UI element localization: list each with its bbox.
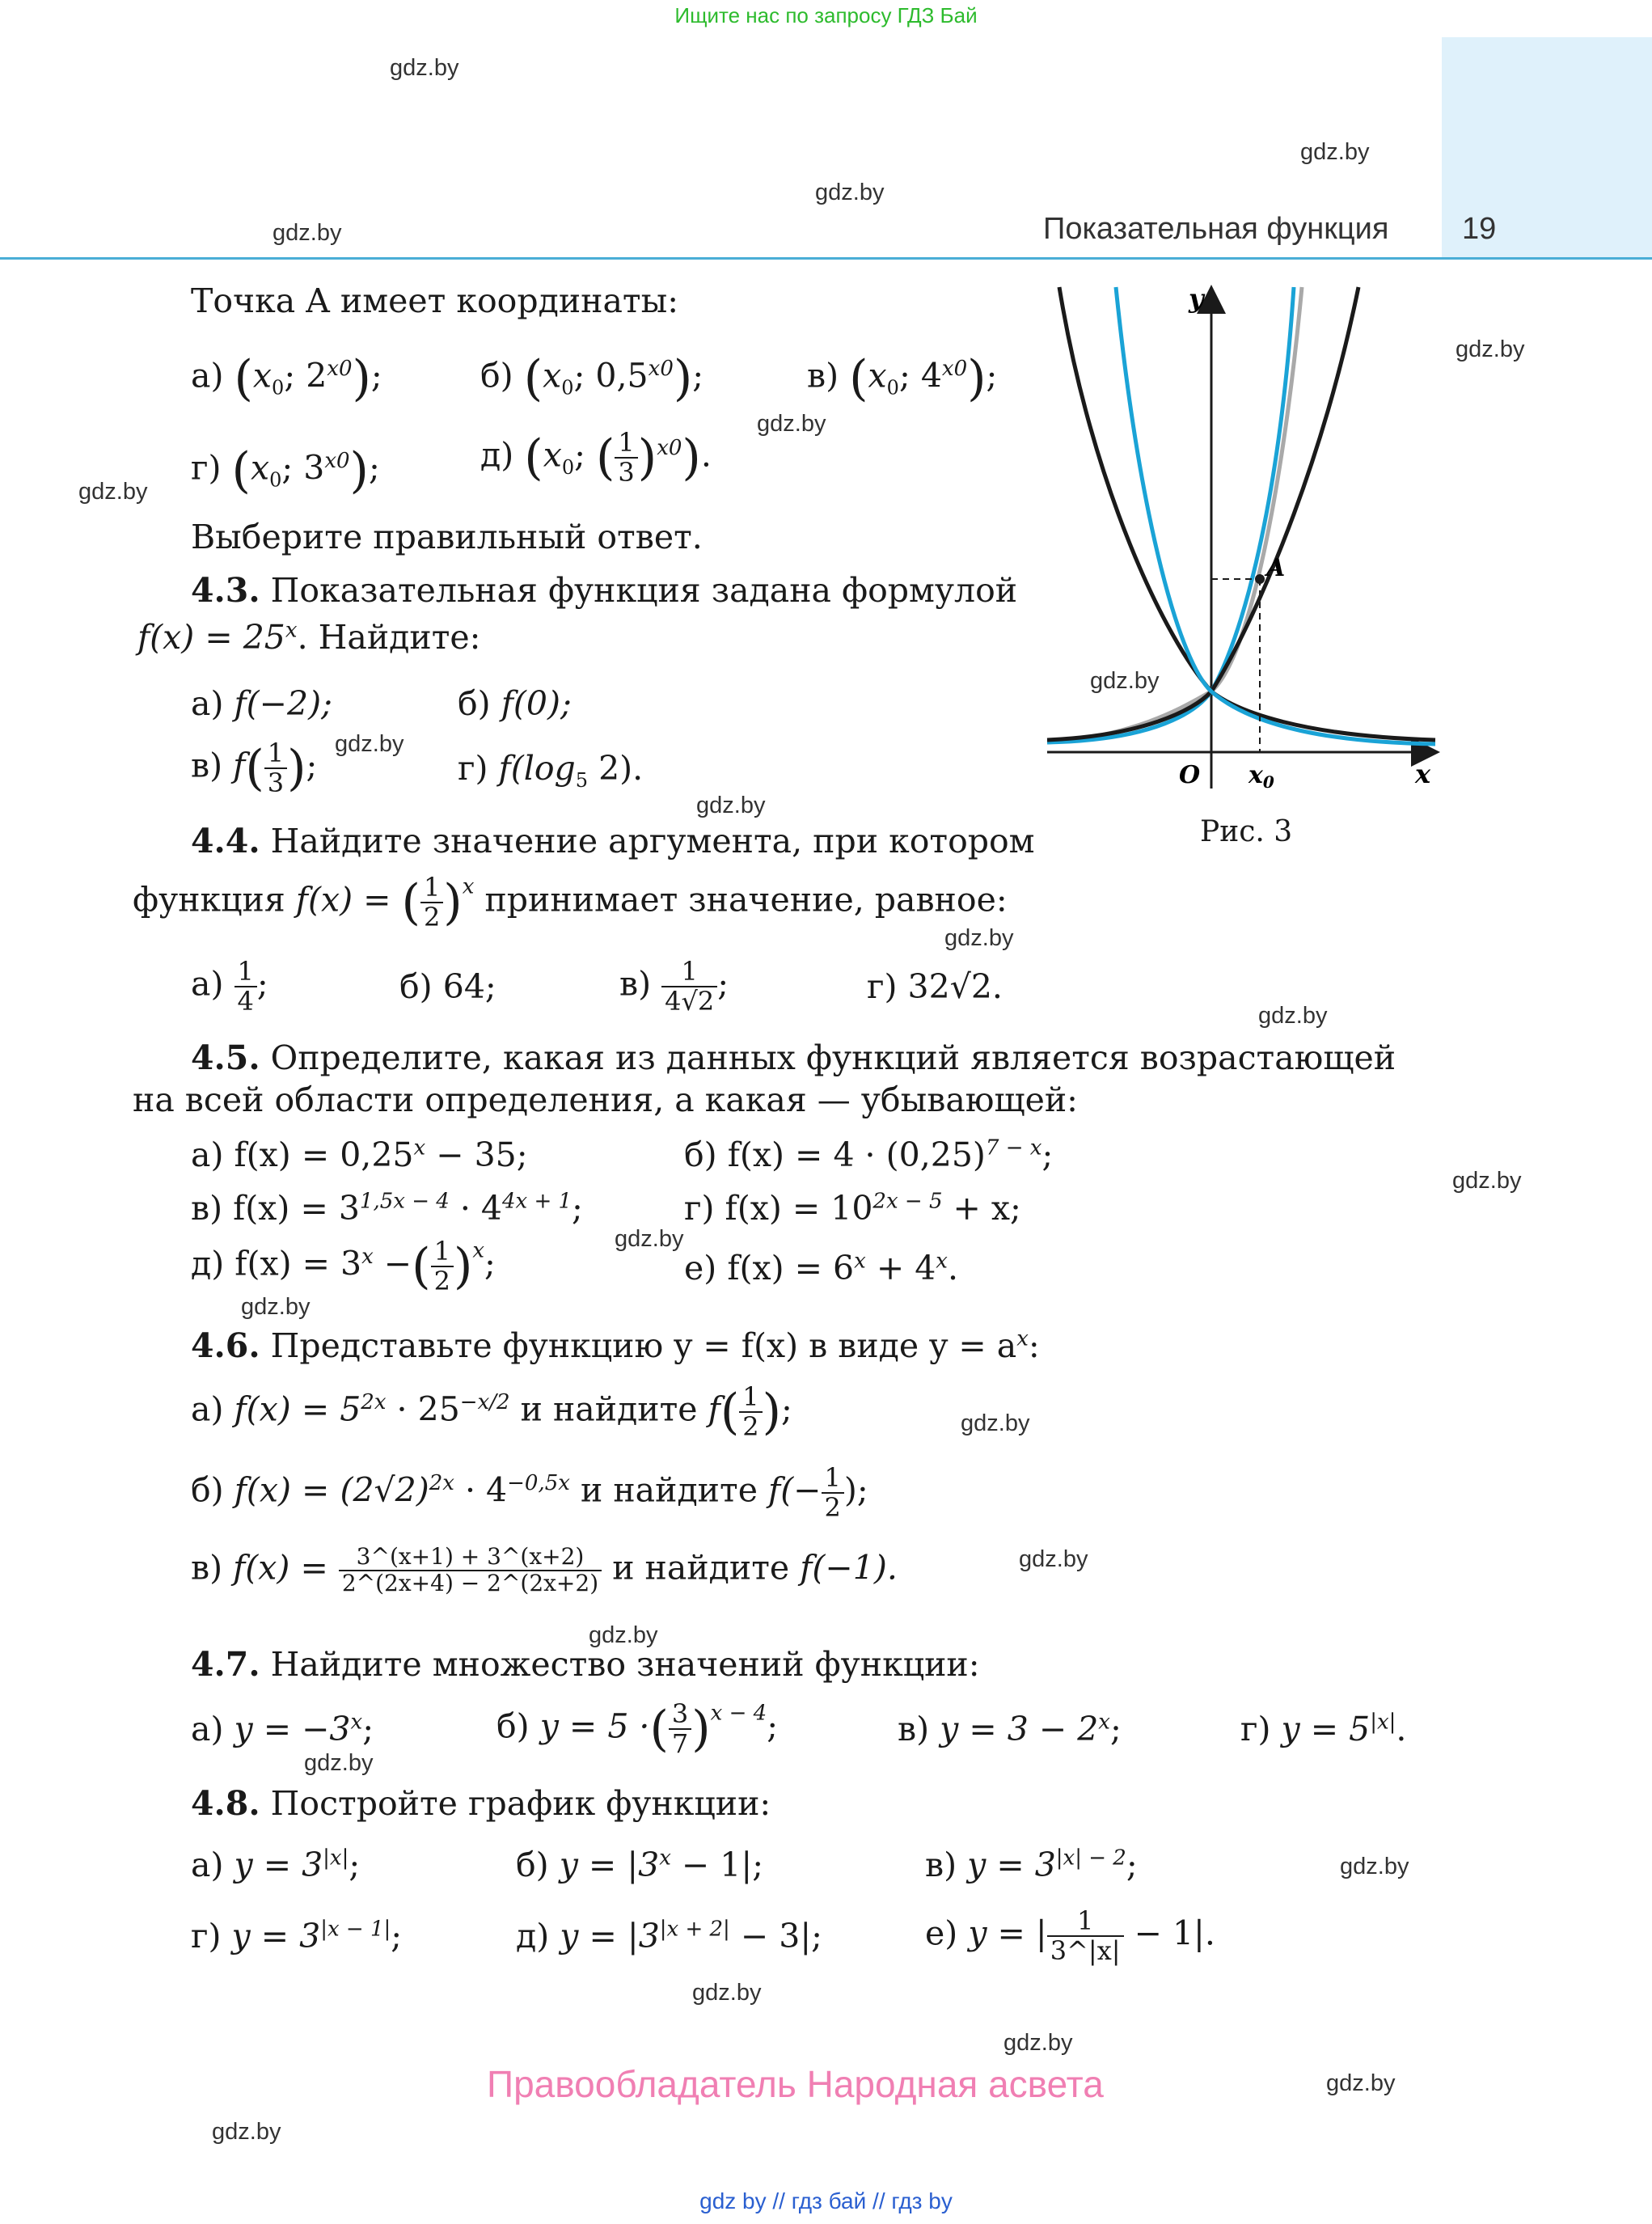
origin-label: O	[1179, 761, 1201, 789]
intro-option-v: в) ($x_0$; $4^{x0}$);	[807, 350, 998, 407]
point-a	[1255, 574, 1265, 584]
watermark: gdz.by	[1003, 2030, 1073, 2056]
curve-base-4-black	[1047, 287, 1358, 740]
problem-4-3-b: б) f(0);	[458, 684, 572, 723]
watermark: gdz.by	[696, 793, 766, 818]
intro-option-g: г) ($x_0$; $3^{x0}$);	[191, 442, 380, 499]
problem-4-8-b: б) $y = |3^x - 1|$;	[516, 1846, 764, 1884]
watermark: gdz.by	[390, 55, 459, 81]
problem-4-5-line2: на всей области определения, а какая — убывающей:	[133, 1080, 1078, 1119]
watermark: gdz.by	[1340, 1854, 1409, 1879]
problem-4-7-heading: 4.7. Найдите множество значений функции:	[191, 1645, 980, 1684]
watermark: gdz.by	[944, 925, 1014, 951]
watermark: gdz.by	[304, 1750, 374, 1776]
watermark: gdz.by	[757, 411, 826, 437]
problem-4-5-g: г) $f(x) = 10^{2x - 5} + x$;	[684, 1189, 1021, 1228]
problem-4-5-b: б) $f(x) = 4 \cdot (0,25)^{7 - x}$;	[684, 1135, 1054, 1174]
problem-4-6-v: в) f(x) = $\frac{3\^{}(x+1) + 3\^{}(x+2)}{2\^{}(2x+4) - 2\^{}(2x+2)}$ и найдите f(−1).	[191, 1543, 898, 1596]
watermark: gdz.by	[1258, 1003, 1328, 1029]
problem-4-3-v: в) f( $\frac{1}{3}$ );	[191, 738, 318, 799]
problem-4-4-v: в) $\frac{1}{4√2}$ ;	[619, 956, 729, 1017]
problem-4-8-e: е) y = | $\frac{1}{3\^{}|x|}$ − 1|.	[925, 1905, 1215, 1967]
intro-choose: Выберите правильный ответ.	[191, 518, 703, 556]
x-axis-label: x	[1415, 759, 1431, 789]
problem-4-8-a: а) $y = 3^{|x|}$;	[191, 1846, 361, 1884]
problem-4-4-a: а) $\frac{1}{4}$ ;	[191, 956, 268, 1017]
watermark: gdz.by	[212, 2119, 281, 2145]
problem-4-5-heading: 4.5. Определите, какая из данных функций является возрастающей	[191, 1038, 1396, 1077]
intro-line: Точка A имеет координаты:	[191, 281, 679, 320]
problem-4-5-d: д) $f(x) = 3^x$ −( $\frac{1}{2}$ )$^x$;	[191, 1236, 496, 1297]
page-number: 19	[1462, 212, 1497, 246]
y-axis-label: y	[1189, 283, 1204, 314]
watermark: gdz.by	[273, 220, 342, 246]
running-title: Показательная функция	[1043, 212, 1389, 246]
problem-4-7-b: б) y = 5 ·( $\frac{3}{7}$ )$^{x - 4}$;	[496, 1698, 779, 1760]
problem-4-8-heading: 4.8. Постройте график функции:	[191, 1784, 771, 1823]
intro-option-b: б) ($x_0$; $0,5^{x0}$);	[480, 350, 704, 407]
header-rule	[0, 257, 1652, 260]
figure-caption: Рис. 3	[1200, 815, 1293, 848]
intro-option-d: д) ($x_0$; ( $\frac{1}{3}$ )$^{x0}$).	[480, 427, 712, 488]
problem-4-5-a: а) $f(x) = 0,25^x - 35$;	[191, 1135, 528, 1174]
problem-4-8-v: в) $y = 3^{|x| - 2}$;	[925, 1846, 1138, 1884]
problem-4-6-a: а) $f(x) = 5^{2x} \cdot 25^{-x/2}$ и найдите f( $\frac{1}{2}$ );	[191, 1381, 792, 1443]
watermark: gdz.by	[335, 731, 404, 757]
problem-4-3-formula: $f(x) = 25^x$. Найдите:	[137, 618, 481, 657]
copyright-notice: Правообладатель Народная асвета	[487, 2063, 1104, 2105]
point-a-label: A	[1266, 554, 1286, 582]
problem-4-7-a: а) $y = -3^x$;	[191, 1710, 374, 1748]
curve-base-0.5-black	[1059, 287, 1435, 740]
problem-4-6-heading: 4.6. Представьте функцию y = f(x) в виде $y = a^x$:	[191, 1326, 1040, 1365]
watermark: gdz.by	[241, 1294, 311, 1320]
curve-base-1-3-blue	[1116, 287, 1435, 744]
problem-4-8-d: д) $y = |3^{|x + 2|} - 3|$;	[516, 1917, 822, 1956]
watermark: gdz.by	[615, 1226, 684, 1252]
problem-4-3-a: а) f(−2);	[191, 684, 332, 723]
watermark: gdz.by	[589, 1622, 658, 1648]
problem-4-7-g: г) $y = 5^{|x|}$.	[1240, 1710, 1407, 1748]
x0-label: $x_0$	[1249, 761, 1274, 792]
problem-4-3-g: г) $f(\log_5$ 2).	[458, 749, 644, 793]
bottom-links[interactable]: gdz by // гдз бай // гдз by	[699, 2188, 953, 2213]
watermark: gdz.by	[1452, 1168, 1522, 1194]
watermark: gdz.by	[1456, 336, 1525, 362]
problem-4-4-function: функция f(x) = ( $\frac{1}{2}$ )$^x$ принимает значение, равное:	[133, 872, 1008, 933]
problem-4-4-b: б) 64;	[399, 967, 496, 1006]
problem-4-8-g: г) $y = 3^{|x - 1|}$;	[191, 1917, 403, 1956]
watermark: gdz.by	[1019, 1546, 1088, 1572]
watermark: gdz.by	[1326, 2070, 1396, 2096]
watermark: gdz.by	[961, 1410, 1030, 1436]
watermark: gdz.by	[692, 1980, 762, 2006]
top-banner: Ищите нас по запросу ГДЗ Бай	[674, 3, 978, 27]
watermark: gdz.by	[815, 180, 885, 205]
intro-option-a: а) ($x_0$; $2^{x0}$);	[191, 350, 382, 407]
problem-4-4-g: г) 32√2.	[867, 967, 1003, 1006]
problem-4-6-b: б) $f(x) = (2√2)^{2x} \cdot 4^{-0,5x}$ и найдите f(− $\frac{1}{2}$ );	[191, 1462, 868, 1524]
problem-4-7-v: в) $y = 3 - 2^x$;	[898, 1710, 1122, 1748]
watermark: gdz.by	[1090, 668, 1160, 694]
curve-base-3-blue	[1047, 287, 1294, 742]
curve-base-2-gray	[1047, 287, 1302, 742]
problem-4-5-v: в) $f(x) = 3^{1,5x - 4} \cdot 4^{4x + 1}$;	[191, 1189, 583, 1228]
problem-4-4-heading: 4.4. Найдите значение аргумента, при котором	[191, 822, 1035, 860]
watermark: gdz.by	[78, 479, 148, 505]
problem-4-5-e: е) $f(x) = 6^x + 4^x$.	[684, 1249, 959, 1287]
watermark: gdz.by	[1300, 139, 1370, 165]
exponential-graph-figure	[1043, 283, 1447, 801]
problem-4-3-heading: 4.3. Показательная функция задана формулой	[191, 571, 1018, 610]
